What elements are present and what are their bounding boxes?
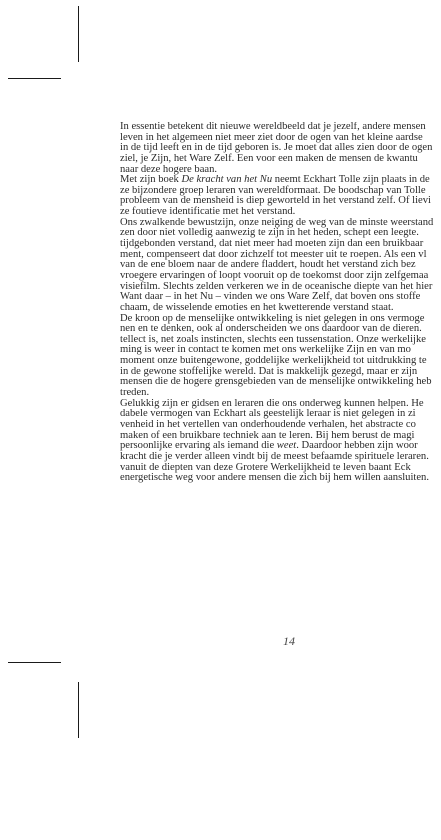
text-line: Want daar – in het Nu – vinden we ons Ware Zelf, dat boven ons stoffe — [120, 291, 421, 303]
text-line: ziel, je Zijn, het Ware Zelf. Een voor een maken de mensen de kwantu — [120, 152, 418, 164]
text-line: mensen die de hogere grensgebieden van de menselijke ontwikkeling heb — [120, 376, 432, 388]
text-line: ment, compenseert dat door zichzelf tot meester uit te roepen. Als een vl — [120, 248, 427, 260]
text-segment: . Daardoor hebben zijn woor — [296, 440, 418, 452]
italic-title: De kracht van het Nu — [181, 174, 273, 186]
text-line: Ons zwalkende bewustzijn, onze neiging de weg van de minste weerstand — [120, 216, 434, 228]
text-line: tellect is, net zoals instincten, slechts een tussenstation. Onze werkelijke — [120, 333, 426, 345]
text-line: nen en te denken, ook al onderscheiden we ons daardoor van de dieren. — [120, 323, 422, 335]
page-number: 14 — [283, 634, 295, 648]
text-line: venheid in het vertellen van onderhoudende verhalen, het abstracte co — [120, 418, 416, 430]
text-line: van de ene bloem naar de andere fladdert, houdt het verstand zich bez — [120, 259, 416, 271]
body-text — [120, 122, 441, 484]
text-line: in de gewone stoffelijke wereld. Dat is makkelijk gezegd, maar er zijn — [120, 365, 418, 377]
text-line: visiefilm. Slechts zelden verkeren we in de oceanische diepte van het hier — [120, 280, 433, 292]
text-line: zen door niet volledig aanwezig te zijn in het heden, schept een leegte. — [120, 227, 419, 239]
crop-mark-top-vertical — [78, 6, 79, 62]
text-line: ming is weer in contact te komen met ons werkelijke Zijn en van mo — [120, 344, 411, 356]
text-line: vroegere ervaringen of loopt vooruit op de toekomst door zijn zelfgemaa — [120, 269, 429, 281]
text-line: leven in het algemeen niet meer ziet door de ogen van het kleine aardse — [120, 131, 423, 143]
text-line: in de tijd leeft en in de tijd geboren is. Je moet dat alles zien door de ogen — [120, 142, 433, 154]
text-line: In essentie betekent dit nieuwe wereldbeeld dat je jezelf, andere mensen — [120, 122, 426, 132]
text-line: ze foutieve identificatie met het verstand. — [120, 206, 296, 218]
text-line: tijdgebonden verstand, dat niet meer had moeten zijn dan een bruikbaar — [120, 238, 424, 250]
text-line: chaam, de wisselende emoties en het kwetterende verstand staat. — [120, 301, 394, 313]
text-line: ze bijzondere groep leraren van wereldformaat. De boodschap van Tolle — [120, 184, 426, 196]
text-line: energetische weg voor andere mensen die zich bij hem willen aansluiten. — [120, 472, 429, 484]
text-line: naar deze hogere baan. — [120, 163, 218, 175]
text-line: maken of een bruikbare techniek aan te leren. Bij hem berust de magi — [120, 429, 415, 441]
text-line: dabele vermogen van Eckhart als geestelijk leraar is niet gelegen in zi — [120, 408, 416, 420]
text-line: probleem van de mensheid is diep geworteld in het verstand zelf. Of lievi — [120, 195, 431, 207]
text-line: Gelukkig zijn er gidsen en leraren die ons onderweg kunnen helpen. He — [120, 397, 424, 409]
text-line: vanuit de diepten van deze Grotere Werkelijkheid te leven baant Eck — [120, 461, 411, 473]
text-line: De kroon op de menselijke ontwikkeling is niet gelegen in ons vermoge — [120, 312, 425, 324]
italic-title: weet — [276, 440, 297, 452]
text-line: treden. — [120, 387, 150, 399]
text-segment: persoonlijke ervaring als iemand die — [120, 440, 277, 452]
crop-mark-bottom-horizontal — [8, 662, 61, 663]
text-line: moment onze buitengewone, goddelijke werkelijkheid tot uitdrukking te — [120, 355, 427, 367]
text-segment: neemt Eckhart Tolle zijn plaats in de — [272, 174, 430, 186]
crop-mark-bottom-vertical — [78, 682, 79, 738]
text-segment: Met zijn boek — [120, 174, 182, 186]
crop-mark-top-horizontal — [8, 78, 61, 79]
text-line: kracht die je verder alleen vindt bij de meest befaamde spirituele leraren. — [120, 450, 429, 462]
